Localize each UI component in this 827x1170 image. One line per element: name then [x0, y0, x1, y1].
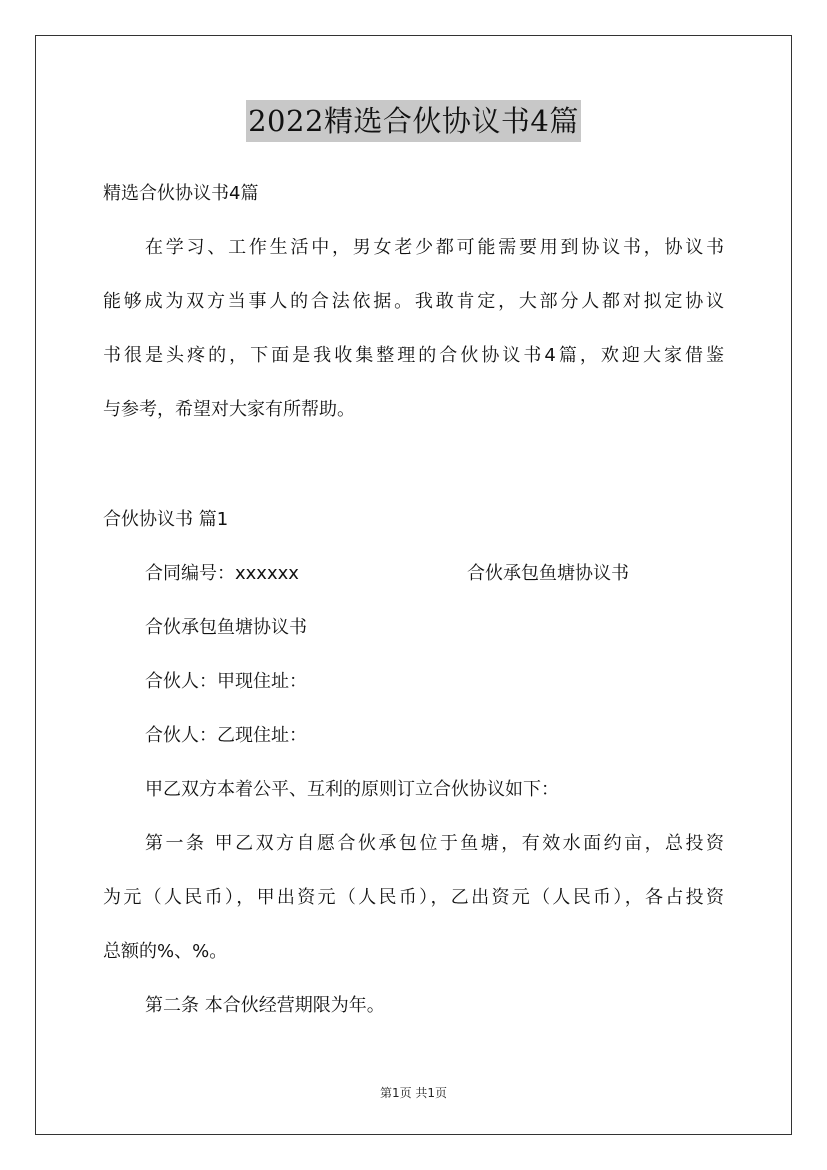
- party-a-address: 合伙人：甲现住址：: [145, 671, 307, 692]
- agreement-intro: 甲乙双方本着公平、互利的原则订立合伙协议如下：: [145, 779, 559, 800]
- party-b-address: 合伙人：乙现住址：: [145, 725, 307, 746]
- contract-title: 合伙承包鱼塘协议书: [145, 617, 307, 638]
- article1-line-2: 为元（人民币），甲出资元（人民币），乙出资元（人民币），各占投资: [103, 887, 724, 908]
- section-heading: 合伙协议书 篇1: [103, 509, 229, 530]
- article1-line-3: 总额的%、%。: [103, 941, 228, 962]
- contract-title-right: 合伙承包鱼塘协议书: [467, 563, 629, 584]
- intro-line-1: 在学习、工作生活中，男女老少都可能需要用到协议书，协议书: [145, 237, 724, 258]
- intro-line-3: 书很是头疼的，下面是我收集整理的合伙协议书4篇，欢迎大家借鉴: [103, 345, 724, 366]
- article1-line-1: 第一条 甲乙双方自愿合伙承包位于鱼塘，有效水面约亩，总投资: [145, 833, 724, 854]
- page-footer: 第1页 共1页: [379, 1086, 448, 1100]
- article2: 第二条 本合伙经营期限为年。: [145, 995, 385, 1016]
- title-container: [0, 100, 827, 142]
- document-subtitle: 精选合伙协议书4篇: [103, 183, 259, 204]
- intro-line-4: 与参考，希望对大家有所帮助。: [103, 399, 355, 420]
- intro-line-2: 能够成为双方当事人的合法依据。我敢肯定，大部分人都对拟定协议: [103, 291, 724, 312]
- document-title: 2022精选合伙协议书4篇: [246, 100, 581, 142]
- contract-number: 合同编号：xxxxxx: [145, 563, 299, 584]
